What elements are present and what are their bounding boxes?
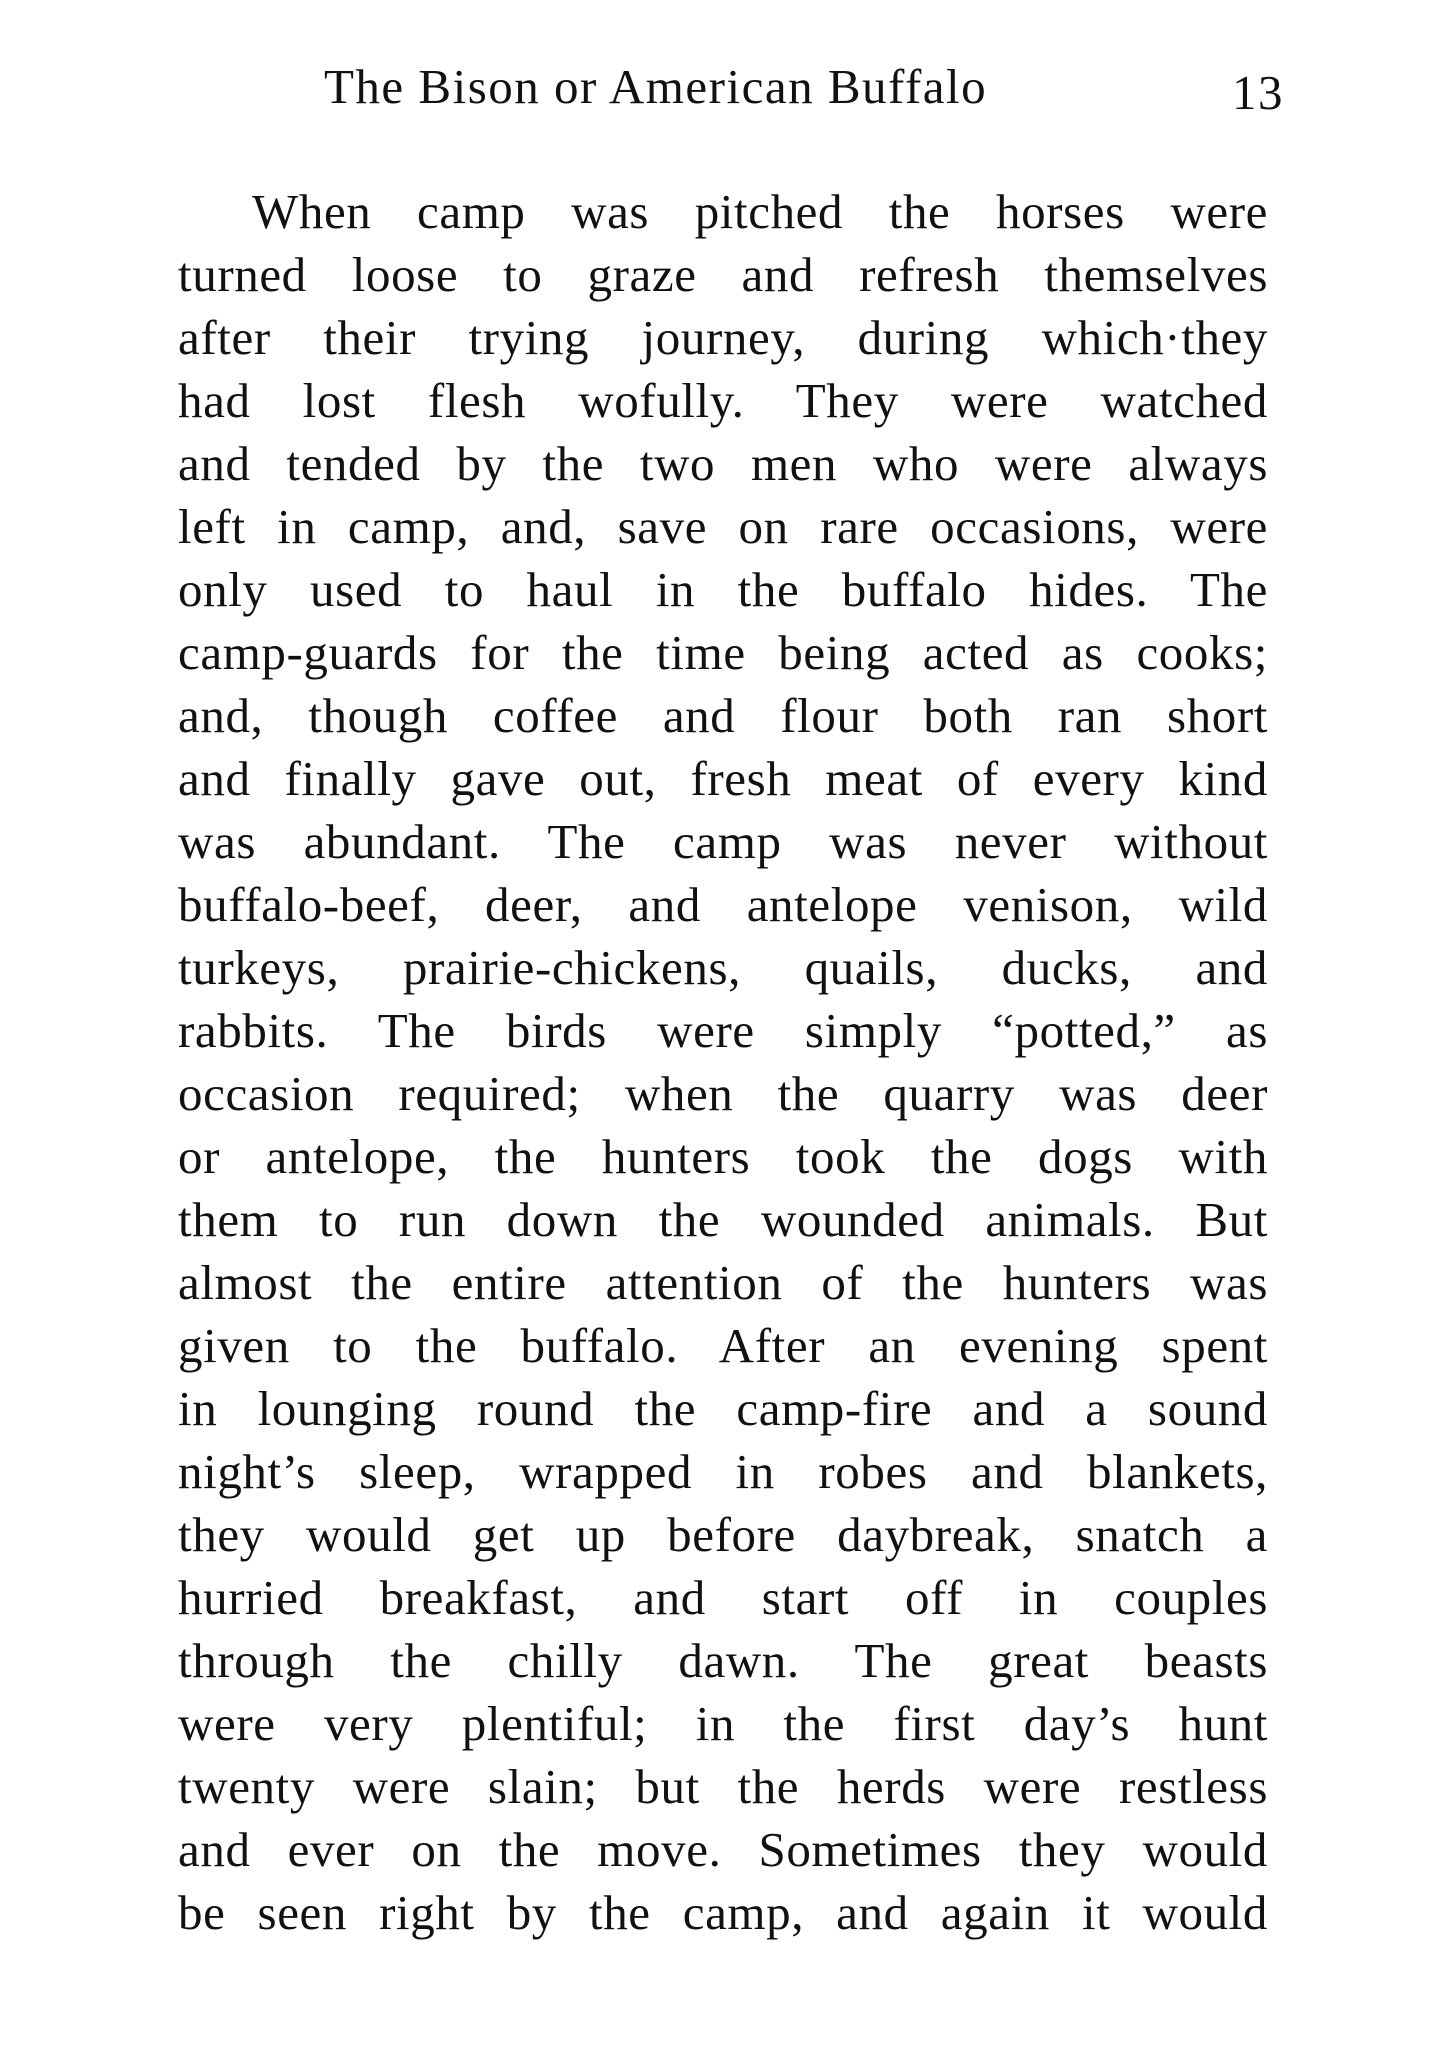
running-head bbox=[324, 58, 1284, 118]
text-line: night’s sleep, wrapped in robes and blankets, bbox=[178, 1444, 1268, 1499]
text-line: and, though coffee and flour both ran short bbox=[178, 688, 1268, 743]
text-line: only used to haul in the buffalo hides. The bbox=[178, 562, 1268, 617]
text-line: rabbits. The birds were simply “potted,” as bbox=[178, 1003, 1268, 1058]
text-line: twenty were slain; but the herds were restless bbox=[178, 1759, 1268, 1814]
text-line: buffalo-beef, deer, and antelope venison, wild bbox=[178, 877, 1268, 932]
text-line: When camp was pitched the horses were bbox=[252, 184, 1268, 239]
text-line: were very plentiful; in the first day’s hunt bbox=[178, 1696, 1268, 1751]
text-line: them to run down the wounded animals. But bbox=[178, 1192, 1268, 1247]
text-line: left in camp, and, save on rare occasions, were bbox=[178, 499, 1268, 554]
body-paragraph bbox=[178, 180, 1268, 1944]
text-line: they would get up before daybreak, snatch a bbox=[178, 1507, 1268, 1562]
text-line: in lounging round the camp-fire and a sound bbox=[178, 1381, 1268, 1436]
text-line: camp-guards for the time being acted as cooks; bbox=[178, 625, 1268, 680]
text-line: almost the entire attention of the hunters was bbox=[178, 1255, 1268, 1310]
text-line: and finally gave out, fresh meat of every kind bbox=[178, 751, 1268, 806]
text-line: or antelope, the hunters took the dogs with bbox=[178, 1129, 1268, 1184]
page-number: 13 bbox=[1232, 65, 1284, 120]
text-line: through the chilly dawn. The great beasts bbox=[178, 1633, 1268, 1688]
text-line: be seen right by the camp, and again it would bbox=[178, 1885, 1268, 1940]
text-line: and tended by the two men who were always bbox=[178, 436, 1268, 491]
running-title: The Bison or American Buffalo bbox=[324, 59, 988, 114]
text-line: was abundant. The camp was never without bbox=[178, 814, 1268, 869]
text-line: hurried breakfast, and start off in couples bbox=[178, 1570, 1268, 1625]
text-line: given to the buffalo. After an evening spent bbox=[178, 1318, 1268, 1373]
text-line: turkeys, prairie-chickens, quails, ducks, and bbox=[178, 940, 1268, 995]
text-line: turned loose to graze and refresh themselves bbox=[178, 247, 1268, 302]
text-line: occasion required; when the quarry was deer bbox=[178, 1066, 1268, 1121]
text-line: after their trying journey, during which·they bbox=[178, 310, 1268, 365]
text-line: had lost flesh wofully. They were watched bbox=[178, 373, 1268, 428]
text-line: and ever on the move. Sometimes they would bbox=[178, 1822, 1268, 1877]
